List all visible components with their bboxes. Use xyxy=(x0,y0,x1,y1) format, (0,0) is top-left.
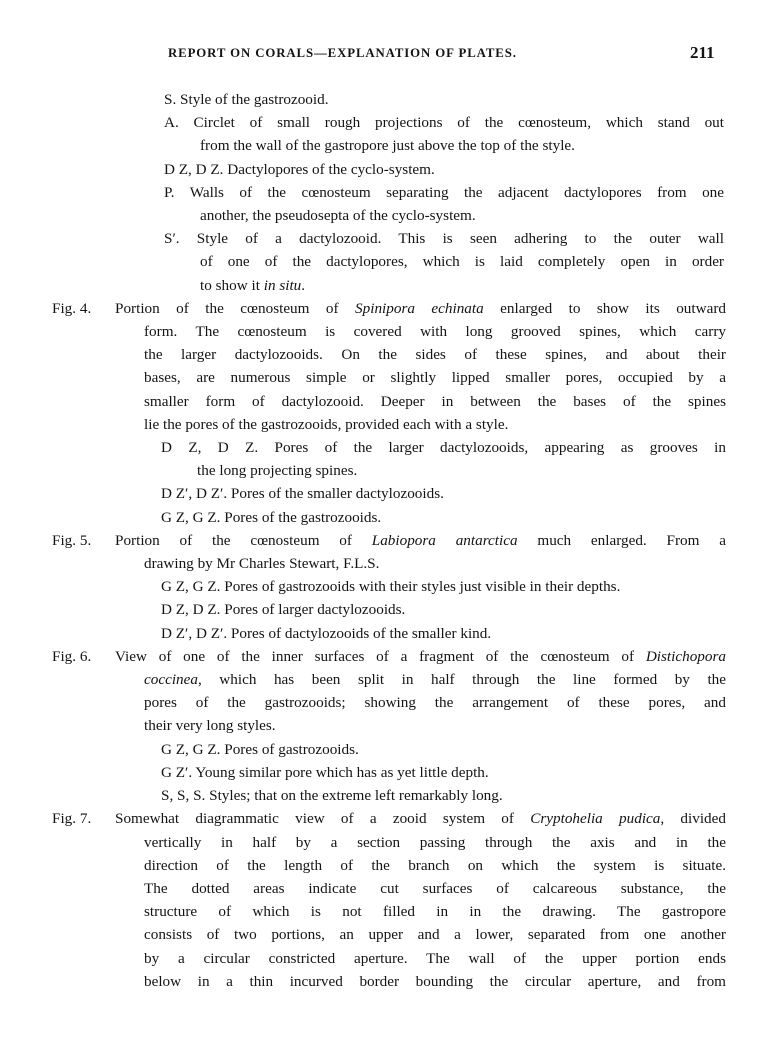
definition-style-dactylozooid-line3 xyxy=(164,274,724,297)
text-segment: View of one of the inner surfaces of a fragment of the cœnosteum of xyxy=(115,647,646,665)
figure-7-caption xyxy=(0,807,776,993)
definition-line: D Z, D Z. Pores of the larger dactylozooids, appearing as grooves in xyxy=(161,439,726,457)
definition-line: G Z, G Z. Pores of gastrozooids. xyxy=(161,740,359,758)
figure-4-caption xyxy=(0,297,776,529)
definition-line: G Z, G Z. Pores of the gastrozooids. xyxy=(161,508,382,526)
definition-walls-line1: P. Walls of the cœnosteum separating the adjacent dactylopores from one xyxy=(164,183,724,201)
definition-style-gastrozooid: S. Style of the gastrozooid. xyxy=(164,91,329,108)
caption-line: below in a thin incurved border bounding the circular aperture, and from xyxy=(144,972,726,990)
italic-species: coccinea xyxy=(144,671,198,689)
caption-line xyxy=(115,529,726,552)
caption-line: bases, are numerous simple or slightly lipped smaller pores, occupied by a xyxy=(144,369,726,387)
definition-line: D Z′, D Z′. Pores of dactylozooids of the smaller kind. xyxy=(161,624,492,642)
caption-line: by a circular constricted aperture. The wall of the upper portion ends xyxy=(144,949,726,967)
italic-species: Cryptohelia pudica xyxy=(530,810,661,828)
caption-line: lie the pores of the gastrozooids, provided each with a style. xyxy=(144,415,509,433)
caption-line: form. The cœnosteum is covered with long grooved spines, which carry xyxy=(144,323,726,341)
caption-line: consists of two portions, an upper and a lower, separated from one another xyxy=(144,926,726,944)
definition-circlet-line2: from the wall of the gastropore just above the top of the style. xyxy=(200,137,575,155)
text-segment: to show it xyxy=(200,276,264,294)
definition-style-dactylozooid-line2: of one of the dactylopores, which is laid completely open in order xyxy=(200,253,724,271)
definition-list-fig6 xyxy=(161,738,726,808)
caption-line xyxy=(115,297,726,320)
caption-line: smaller form of dactylozooid. Deeper in between the bases of the spines xyxy=(144,392,726,410)
text-segment: , which has been split in half through the line formed by the xyxy=(197,671,726,689)
definition-line: the long projecting spines. xyxy=(197,462,358,480)
definition-list-fig3 xyxy=(164,88,724,297)
definition-list-fig4 xyxy=(161,436,726,529)
text-segment: Somewhat diagrammatic view of a zooid system of xyxy=(115,810,531,828)
caption-line: vertically in half by a section passing through the axis and in the xyxy=(144,833,726,851)
figure-label: Fig. 7. xyxy=(52,810,92,828)
figure-6-caption xyxy=(0,645,776,807)
italic-species: Distichopora xyxy=(645,647,726,665)
italic-species: Spinipora echinata xyxy=(355,299,484,317)
definition-list-fig5 xyxy=(161,575,726,645)
definition-line: G Z, G Z. Pores of gastrozooids with their styles just visible in their depths. xyxy=(161,578,621,596)
page-body xyxy=(0,88,776,993)
definition-walls-line2: another, the pseudosepta of the cyclo-system. xyxy=(200,207,476,225)
figure-label: Fig. 6. xyxy=(52,647,92,665)
caption-line: their very long styles. xyxy=(144,717,276,735)
definition-style-dactylozooid-line1: S′. Style of a dactylozooid. This is seen adhering to the outer wall xyxy=(164,230,724,248)
text-segment: Portion of the cœnosteum of xyxy=(115,299,356,317)
definition-line: G Z′. Young similar pore which has as yet little depth. xyxy=(161,763,489,781)
caption-line: direction of the length of the branch on which the system is situate. xyxy=(144,856,726,874)
text-segment: , divided xyxy=(660,810,726,828)
figure-5-caption xyxy=(0,529,776,645)
definition-circlet-line1: A. Circlet of small rough projections of the cœnosteum, which stand out xyxy=(164,114,724,132)
definition-line: D Z, D Z. Pores of larger dactylozooids. xyxy=(161,601,406,619)
running-head: REPORT ON CORALS—EXPLANATION OF PLATES. xyxy=(168,46,517,60)
text-segment: much enlarged. From a xyxy=(517,531,726,549)
figure-4-text xyxy=(115,297,726,436)
italic-term: in situ xyxy=(263,276,302,294)
page-number: 211 xyxy=(690,43,715,62)
figure-label: Fig. 4. xyxy=(52,299,92,317)
figure-5-text xyxy=(115,529,726,575)
caption-line: pores of the gastrozooids; showing the arrangement of these pores, and xyxy=(144,694,726,712)
caption-line: The dotted areas indicate cut surfaces of calcareous substance, the xyxy=(144,879,726,897)
caption-line xyxy=(115,668,726,691)
caption-line: the larger dactylozooids. On the sides of these spines, and about their xyxy=(144,346,726,364)
definition-dactylopores: D Z, D Z. Dactylopores of the cyclo-system. xyxy=(164,160,435,178)
definition-line: D Z′, D Z′. Pores of the smaller dactylozooids. xyxy=(161,485,444,503)
figure-6-text xyxy=(115,645,726,738)
caption-line xyxy=(115,645,726,668)
text-segment: . xyxy=(301,276,306,294)
caption-line: structure of which is not filled in in the drawing. The gastropore xyxy=(144,903,726,921)
text-segment: enlarged to show its outward xyxy=(483,299,726,317)
text-segment: Portion of the cœnosteum of xyxy=(115,531,372,549)
definition-line: S, S, S. Styles; that on the extreme left remarkably long. xyxy=(161,787,503,805)
italic-species: Labiopora antarctica xyxy=(371,531,518,549)
figure-7-text xyxy=(115,807,726,993)
caption-line: drawing by Mr Charles Stewart, F.L.S. xyxy=(144,555,380,573)
figure-label: Fig. 5. xyxy=(52,531,92,549)
page-header xyxy=(0,43,776,66)
caption-line xyxy=(115,807,726,830)
